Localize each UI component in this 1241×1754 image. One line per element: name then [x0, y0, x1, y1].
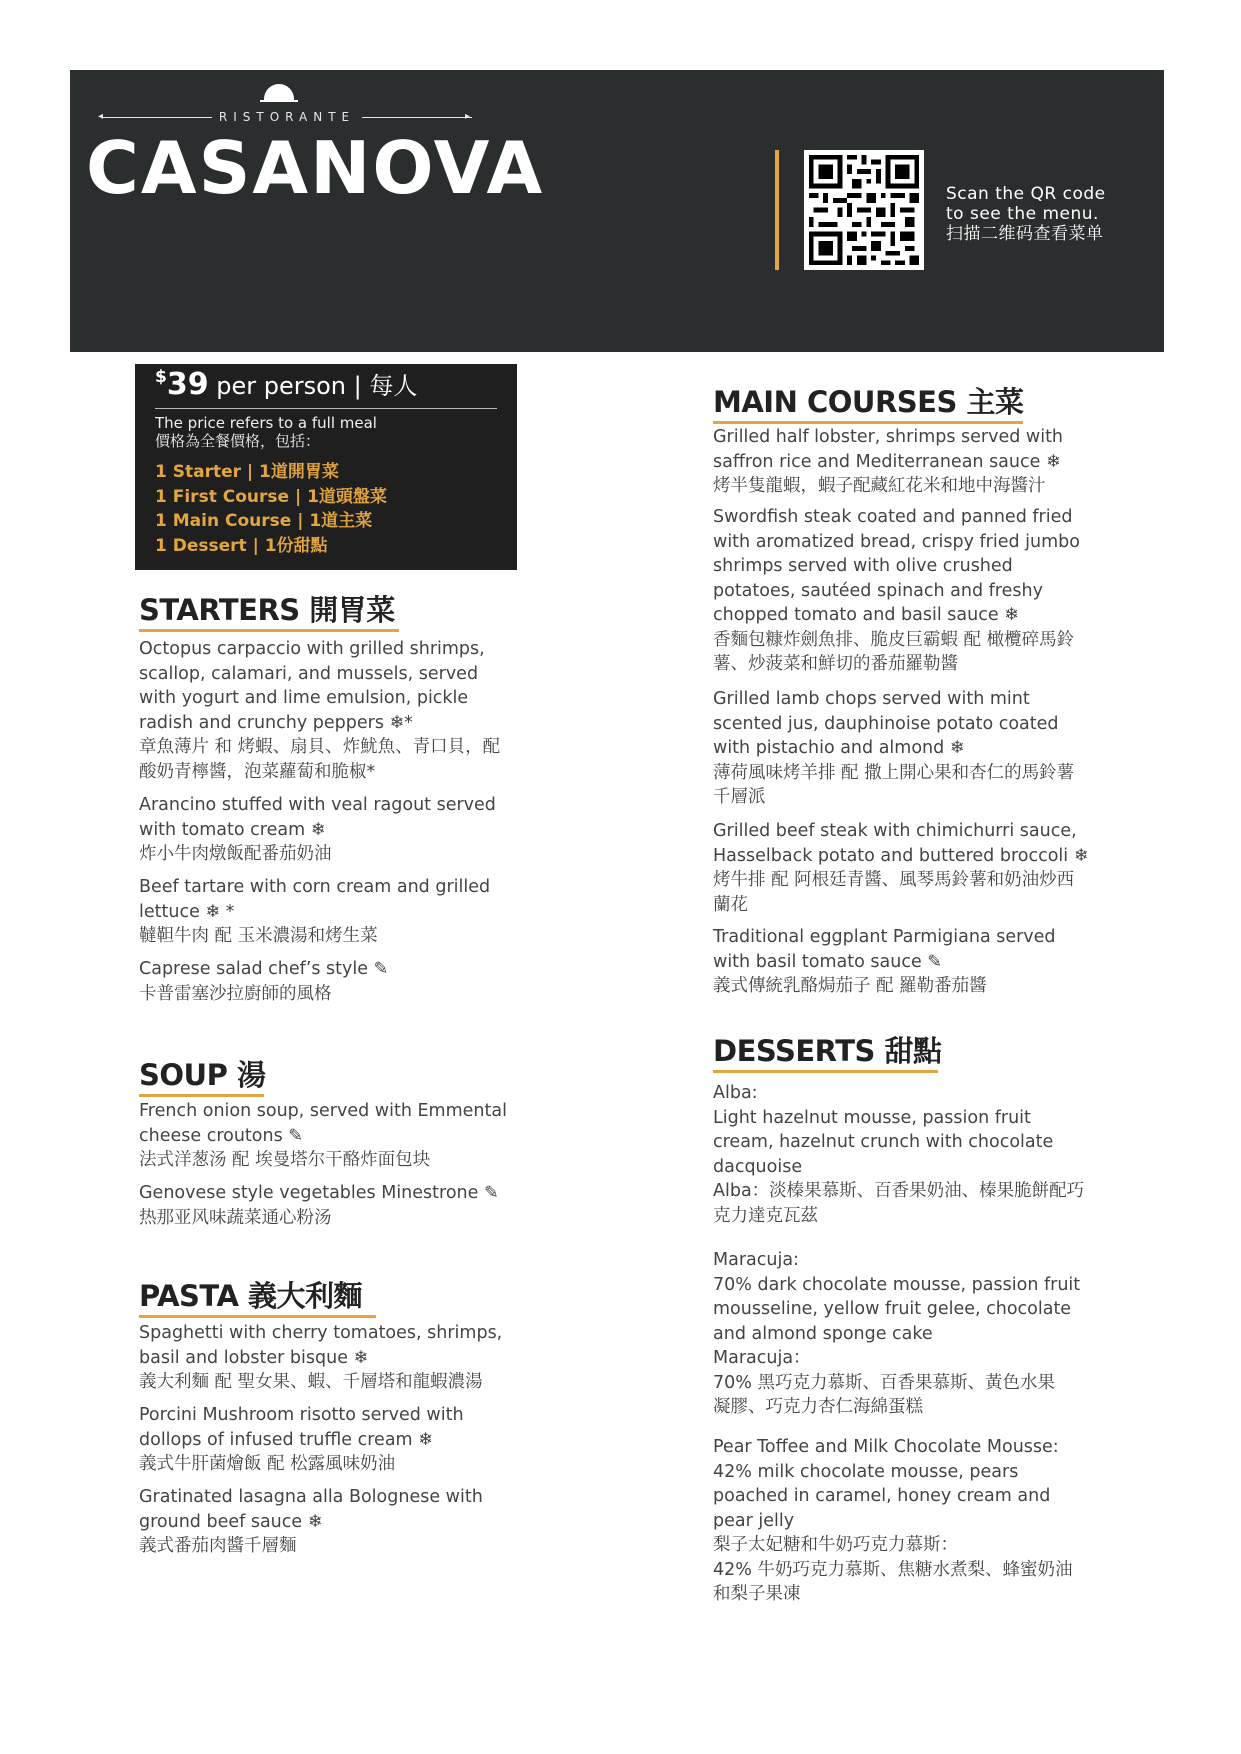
menu-item-text: mousseline, yellow fruit gelee, chocolate — [713, 1299, 1072, 1319]
starters-section-title — [139, 588, 395, 629]
section-title-text: SOUP 湯 — [139, 1058, 266, 1092]
menu-item-text: Grilled lamb chops served with mint — [713, 689, 1030, 709]
menu-item — [713, 505, 1080, 677]
arrow-right-icon: ▸ — [464, 111, 476, 122]
menu-item — [139, 1099, 507, 1173]
menu-item-text: scallop, calamari, and mussels, served — [139, 663, 479, 684]
menu-item — [713, 425, 1063, 499]
menu-item-text-zh: 烤牛排 配 阿根廷青醬、風琴馬鈴薯和奶油炒西 — [713, 870, 1075, 890]
menu-item-text: scented jus, dauphinoise potato coated — [713, 713, 1059, 734]
menu-item-text: dollops of infused truffle cream ❄ — [139, 1429, 433, 1450]
menu-item — [139, 637, 500, 784]
menu-item-text: Maracuja: — [713, 1250, 799, 1270]
includes-list — [155, 460, 387, 558]
menu-item — [139, 1403, 464, 1477]
price-currency: $ — [155, 367, 167, 387]
menu-item-text-zh: 烤半隻龍蝦，蝦子配藏紅花米和地中海醬汁 — [713, 476, 1046, 496]
menu-item-text-zh: 酸奶青檸醬，泡菜蘿蔔和脆椒* — [139, 761, 376, 782]
title-underline — [139, 1094, 264, 1097]
section-title-text: DESSERTS 甜點 — [713, 1034, 942, 1068]
menu-item-text-zh: 克力達克瓦茲 — [713, 1205, 818, 1226]
includes-item: 1 Starter | 1道開胃菜 — [155, 462, 339, 482]
menu-item-text: Gratinated lasagna alla Bolognese with — [139, 1487, 483, 1507]
menu-item-text-zh: 薯、炒菠菜和鮮切的番茄羅勒醬 — [713, 654, 958, 674]
menu-item-text-zh: 千層派 — [713, 787, 766, 807]
section-title-text: STARTERS 開胃菜 — [139, 593, 395, 627]
menu-item-text: ground beef sauce ❄ — [139, 1511, 323, 1532]
menu-item — [713, 687, 1074, 810]
menu-item-text: Spaghetti with cherry tomatoes, shrimps, — [139, 1323, 503, 1343]
menu-item-text: Alba: — [713, 1083, 758, 1103]
menu-item — [713, 1435, 1072, 1607]
brand-logo-text: CASANOVA — [86, 126, 545, 210]
menu-item-text: saffron rice and Mediterranean sauce ❄ — [713, 451, 1061, 472]
brand-small-text: RISTORANTE — [218, 110, 356, 124]
menu-item-text: French onion soup, served with Emmental — [139, 1101, 507, 1121]
menu-item — [713, 819, 1088, 917]
menu-item-text-zh: 義式番茄肉醬千層麵 — [139, 1536, 297, 1556]
menu-item-text: 42% milk chocolate mousse, pears — [713, 1461, 1019, 1482]
menu-item-text-zh: 法式洋葱汤 配 埃曼塔尔干酪炸面包块 — [139, 1150, 431, 1170]
title-underline — [139, 629, 399, 632]
menu-item-text: chopped tomato and basil sauce ❄ — [713, 605, 1019, 625]
menu-item-text: cheese croutons ✎ — [139, 1125, 303, 1146]
soup-section-title — [139, 1053, 265, 1094]
menu-item-text: Porcini Mushroom risotto served with — [139, 1405, 464, 1425]
price-per-person: per person | 每人 — [208, 372, 418, 400]
menu-item-text-zh: 義大利麵 配 聖女果、蝦、千層塔和龍蝦濃湯 — [139, 1372, 483, 1392]
title-underline — [713, 421, 1023, 424]
menu-item-text-zh: 韃靼牛肉 配 玉米濃湯和烤生菜 — [139, 926, 378, 946]
mains-section-title — [713, 380, 1023, 421]
gold-divider — [775, 150, 779, 270]
menu-item — [139, 1321, 502, 1395]
menu-item-text: 70% dark chocolate mousse, passion fruit — [713, 1274, 1081, 1295]
menu-item-text: poached in caramel, honey cream and — [713, 1486, 1051, 1506]
menu-item-text: Hasselback potato and buttered broccoli ❄ — [713, 845, 1089, 866]
menu-item-text: dacquoise — [713, 1156, 803, 1177]
menu-item — [139, 957, 388, 1006]
menu-item-text-zh: 和梨子果凍 — [713, 1584, 801, 1604]
menu-item-text-zh: 義式傳統乳酪焗茄子 配 羅勒番茄醬 — [713, 976, 987, 996]
menu-item-text: with basil tomato sauce ✎ — [713, 951, 942, 972]
section-title-text: MAIN COURSES 主菜 — [713, 385, 1024, 419]
menu-item — [139, 875, 490, 949]
menu-item-text: lettuce ❄ * — [139, 901, 235, 922]
includes-item: 1 Dessert | 1份甜點 — [155, 535, 328, 556]
menu-item-text-zh: 凝膠、巧克力杏仁海綿蛋糕 — [713, 1397, 923, 1417]
menu-item-text: potatoes, sautéed spinach and freshy — [713, 580, 1043, 601]
menu-item-text: Grilled half lobster, shrimps served with — [713, 427, 1064, 447]
menu-item-text-zh: 70% 黑巧克力慕斯、百香果慕斯、黃色水果 — [713, 1372, 1055, 1393]
price-note-line: 價格為全餐價格，包括： — [155, 432, 321, 450]
menu-item-text: pear jelly — [713, 1510, 795, 1531]
divider-line — [155, 408, 497, 409]
menu-item-text-zh: 蘭花 — [713, 894, 748, 915]
menu-item-text-zh: Alba：淡榛果慕斯、百香果奶油、榛果脆餅配巧 — [713, 1181, 1085, 1201]
menu-item — [139, 1181, 499, 1230]
menu-item-text-zh: 義式牛肝菌燴飯 配 松露風味奶油 — [139, 1454, 396, 1474]
price-box — [135, 364, 517, 570]
menu-item-text: shrimps served with olive crushed — [713, 556, 1013, 576]
menu-item-text-zh: 卡普雷塞沙拉廚師的風格 — [139, 983, 332, 1004]
menu-item-text: with pistachio and almond ❄ — [713, 738, 965, 758]
price-amount: 39 — [166, 367, 209, 402]
menu-item-text: and almond sponge cake — [713, 1323, 933, 1344]
scan-instructions — [946, 184, 1106, 244]
pasta-section-title — [139, 1274, 362, 1315]
title-underline — [713, 1070, 938, 1073]
includes-item: 1 First Course | 1道頭盤菜 — [155, 486, 387, 507]
menu-item-text: basil and lobster bisque ❄ — [139, 1347, 369, 1368]
price-note-line: The price refers to a full meal — [155, 414, 377, 432]
menu-item-text: Pear Toffee and Milk Chocolate Mousse: — [713, 1437, 1059, 1457]
menu-item-text-zh: 薄荷風味烤羊排 配 撒上開心果和杏仁的馬鈴薯 — [713, 762, 1075, 783]
menu-item — [713, 925, 1056, 999]
menu-item-text-zh: Maracuja： — [713, 1348, 811, 1368]
menu-item-text: Arancino stuffed with veal ragout served — [139, 795, 496, 815]
menu-item-text: Beef tartare with corn cream and grilled — [139, 877, 491, 897]
menu-item-text: Grilled beef steak with chimichurri sauce, — [713, 821, 1077, 841]
section-title-text: PASTA 義大利麵 — [139, 1279, 362, 1313]
scan-text-line: Scan the QR code — [946, 184, 1106, 204]
scan-text-line-zh: 扫描二维码查看菜单 — [946, 224, 1104, 244]
menu-item-text: radish and crunchy peppers ❄* — [139, 712, 413, 733]
menu-item-text-zh: 梨子太妃糖和牛奶巧克力慕斯： — [713, 1535, 958, 1555]
qr-code-icon[interactable] — [804, 150, 924, 270]
menu-item-text-zh: 香麵包糠炸劍魚排、脆皮巨霸蝦 配 橄欖碎馬鈴 — [713, 629, 1075, 650]
menu-item-text: with tomato cream ❄ — [139, 819, 326, 840]
menu-item — [139, 1485, 483, 1559]
price-note — [155, 414, 377, 450]
menu-item-text: Swordfish steak coated and panned fried — [713, 507, 1073, 527]
menu-item-text: Octopus carpaccio with grilled shrimps, — [139, 639, 485, 659]
menu-item-text: Genovese style vegetables Minestrone ✎ — [139, 1183, 499, 1203]
menu-item — [713, 1081, 1084, 1228]
menu-item-text: cream, hazelnut crunch with chocolate — [713, 1132, 1054, 1152]
price-line — [155, 366, 417, 402]
menu-item-text: Caprese salad chef’s style ✎ — [139, 959, 389, 979]
menu-item-text: Light hazelnut mousse, passion fruit — [713, 1107, 1031, 1128]
includes-item: 1 Main Course | 1道主菜 — [155, 511, 373, 531]
desserts-section-title — [713, 1029, 941, 1070]
menu-item-text-zh: 炸小牛肉燉飯配番茄奶油 — [139, 844, 332, 864]
scan-text-line: to see the menu. — [946, 204, 1099, 224]
menu-item-text-zh: 章魚薄片 和 烤蝦、扇貝、炸魷魚、青口貝，配 — [139, 737, 501, 757]
title-underline — [139, 1315, 376, 1318]
menu-item-text: with yogurt and lime emulsion, pickle — [139, 688, 469, 708]
arrow-left-icon: ◂ — [98, 111, 110, 122]
menu-item — [139, 793, 496, 867]
menu-item-text: with aromatized bread, crispy fried jumbo — [713, 531, 1080, 552]
menu-item — [713, 1248, 1080, 1420]
menu-item-text-zh: 热那亚风味蔬菜通心粉汤 — [139, 1207, 332, 1228]
menu-item-text-zh: 42% 牛奶巧克力慕斯、焦糖水煮梨、蜂蜜奶油 — [713, 1559, 1073, 1580]
menu-item-text: Traditional eggplant Parmigiana served — [713, 927, 1056, 947]
